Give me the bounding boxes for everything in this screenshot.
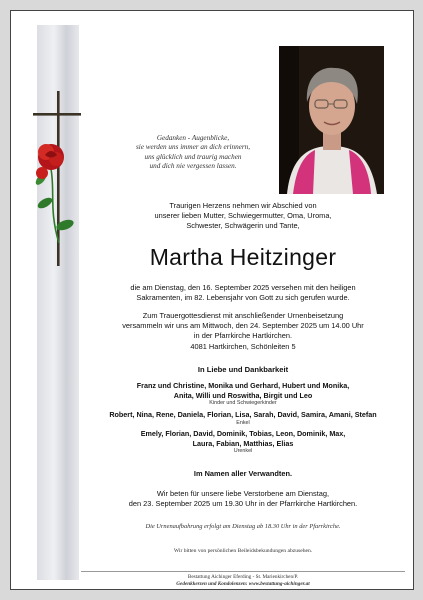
intro-line: Schwester, Schwägerin und Tante, <box>186 221 300 230</box>
intro-line: Traurigen Herzens nehmen wir Abschied von <box>169 201 317 210</box>
footer-funeral-home: Bestattung Aichinger Eferding - St. Marienkirchen/P. <box>187 574 299 580</box>
grandchildren-block <box>81 410 405 427</box>
address: 4081 Hartkirchen, Schönleiten 5 <box>190 342 296 351</box>
prayer-line: den 23. September 2025 um 19.30 Uhr in der Pfarrkirche Hartkirchen. <box>128 499 358 508</box>
great-grandchildren-line: Laura, Fabian, Matthias, Elias <box>192 438 294 448</box>
passing-text <box>81 283 405 303</box>
cross-horizontal <box>33 113 81 116</box>
intro-text <box>81 201 405 231</box>
children-block <box>81 381 405 407</box>
children-line: Franz und Christine, Monika und Gerhard, Hubert und Monika, <box>136 381 350 390</box>
rose-icon <box>36 144 64 179</box>
service-line: in der Pfarrkirche Hartkirchen. <box>193 331 293 340</box>
relatives-text: Im Namen aller Verwandten. <box>193 469 293 478</box>
footer-website: Gedenkkerzen und Kondolenzen: www.bestattung-aichinger.at <box>176 581 310 587</box>
poem-line: uns glücklich und traurig machen <box>144 152 242 161</box>
prayer-line: Wir beten für unsere liebe Verstorbene am Dienstag, <box>156 489 330 498</box>
prayer-text <box>81 489 405 509</box>
service-line: Zum Trauergottesdienst mit anschließender Urnenbeisetzung <box>142 311 344 320</box>
intro-line: unserer lieben Mutter, Schwiegermutter, Oma, Uroma, <box>154 211 332 220</box>
service-line: versammeln wir uns am Mittwoch, den 24. September 2025 um 14.00 Uhr <box>122 321 364 330</box>
grandchildren-label: Enkel <box>236 419 250 426</box>
passing-line: die am Dienstag, den 16. September 2025 versehen mit den heiligen <box>130 283 356 292</box>
urn-notice: Die Urnenaufbahrung erfolgt am Dienstag ab 18.30 Uhr in der Pfarrkirche. <box>145 523 341 530</box>
grandchildren-line: Robert, Nina, Rene, Daniela, Florian, Lisa, Sarah, David, Samira, Amani, Stefan <box>109 410 377 419</box>
children-label: Kinder und Schwiegerkinder <box>209 400 277 407</box>
condolences-notice: Wir bitten von persönlichen Beileidsbekundungen abzusehen. <box>173 548 313 554</box>
parte-sheet <box>10 10 414 590</box>
poem-line: sie werden uns immer an dich erinnern, <box>135 143 251 152</box>
great-grandchildren-line: Emely, Florian, David, Dominik, Tobias, Leon, Dominik, Max, <box>140 429 346 438</box>
portrait-photo <box>279 46 384 194</box>
poem-line: und dich nie vergessen lassen. <box>149 161 237 170</box>
children-line: Anita, Willi und Roswitha, Birgit und Leo <box>173 390 313 400</box>
poem <box>103 134 283 171</box>
love-heading: In Liebe und Dankbarkeit <box>197 365 289 374</box>
passing-line: Sakramenten, im 82. Lebensjahr von Gott zu sich gerufen wurde. <box>136 293 350 302</box>
deceased-name: Martha Heitzinger <box>149 244 337 270</box>
great-grandchildren-block <box>81 429 405 455</box>
poem-line: Gedanken - Augenblicke, <box>156 134 230 142</box>
rose-leaf-icon <box>36 196 54 211</box>
service-text <box>81 311 405 341</box>
great-grandchildren-label: Urenkel <box>233 448 253 455</box>
footer <box>81 571 405 588</box>
